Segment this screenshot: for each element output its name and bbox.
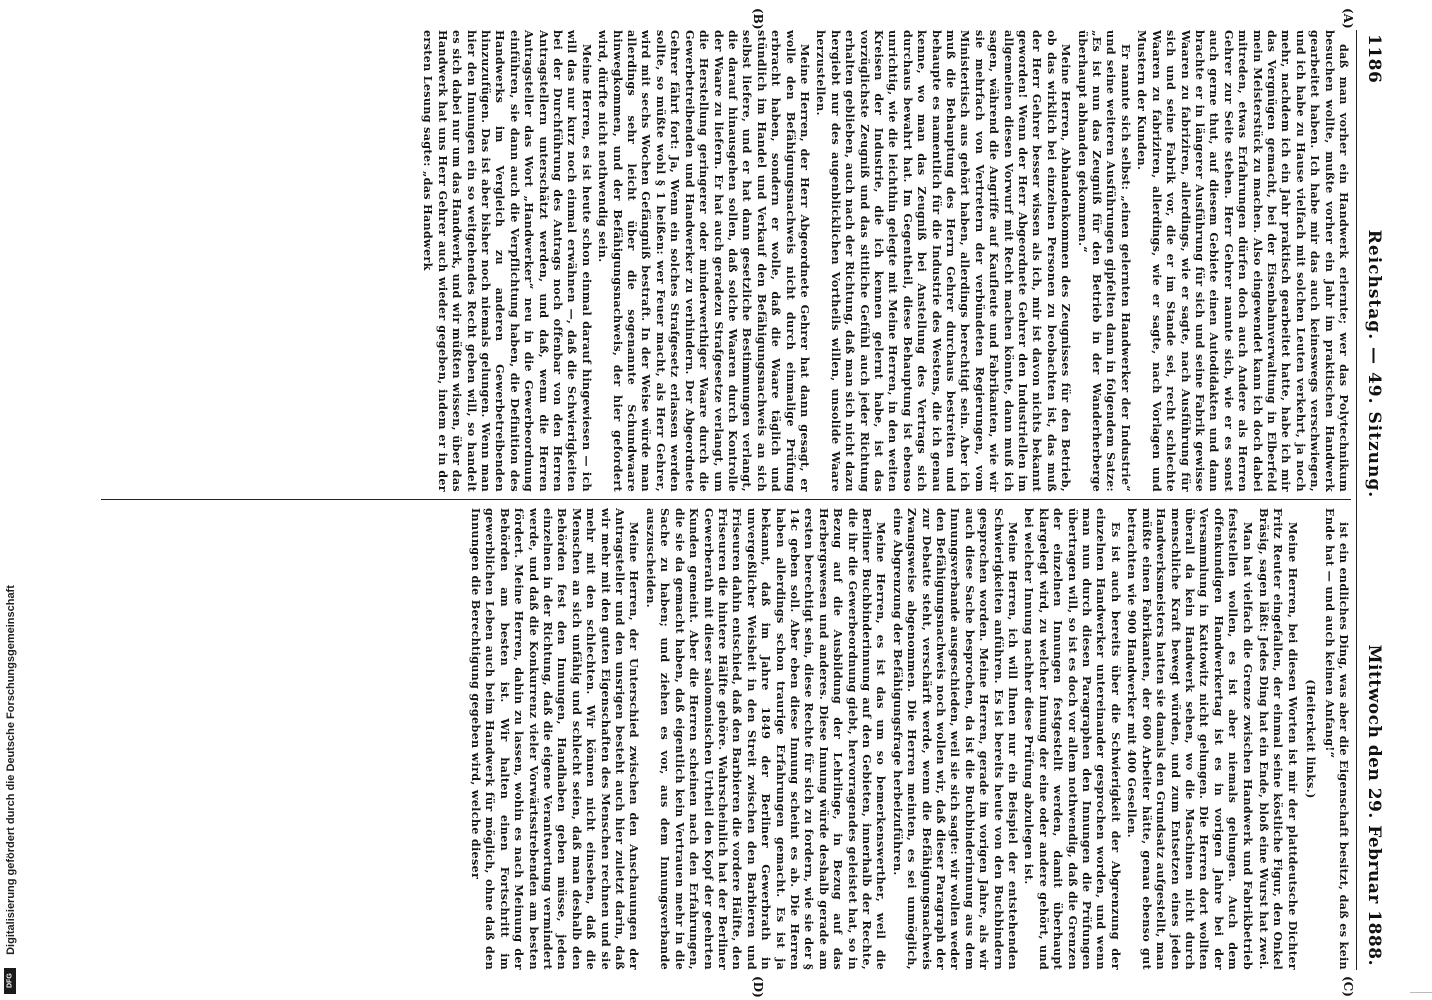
margin-mark-c: (C) bbox=[1341, 976, 1355, 997]
paragraph: Er nannte sich selbst: „einen gelernten Handwerker der Industrie“ und seine weiteren Ausführungen gipfelten dann in folgendem Satze: „Es ist nun das Zeugniß für den Betrieb in der Wanderherberge überhaupt abhanden gekommen.“ bbox=[1075, 30, 1133, 492]
page-content bbox=[95, 8, 1395, 998]
paragraph: Es ist auch bereits über die Schwierigkeit der Abgrenzung der einzelnen Handwerker untereinander gesprochen worden, und wenn man nun durch diesen Paragraphen den Innungen die Prüfungen übertragen will, so ist es doch vor allem nothwendig, daß die Grenzen der einzelnen Innungen festgestellt werden, damit überhaupt klargelegt wird, zu welcher Innung der eine oder andere gehört, und bei welcher Innung nachher diese Prüfung abzulegen ist. bbox=[1022, 508, 1123, 970]
right-column bbox=[101, 508, 1351, 970]
margin-mark-b: (B) bbox=[751, 8, 765, 30]
margin-mark-d: (D) bbox=[751, 976, 765, 998]
margin-mark-a: (A) bbox=[1341, 8, 1355, 29]
credit-text: Digitalisierung gefördert durch die Deutsche Forschungsgemeinschaft bbox=[5, 585, 17, 955]
dfg-logo: DFG bbox=[4, 968, 16, 994]
rotated-page bbox=[95, 8, 1395, 998]
left-column bbox=[101, 30, 1351, 492]
paragraph: Meine Herren, es ist heute schon einmal darauf hingewiesen — ich will das nur kurz noch einmal erwähnen —, daß die Schwierigkeiten bei der Durchführung des Antrags noch offenbar von den Herren Antragstellern unterschätzt werden, und daß, wenn die Herren Antragsteller das Wort „Handwerker“ neu in die Gewerbeordnung einführen, sie dann auch die Verpflichtung haben, die Definition des Handwerks im Vergleich zu anderen Gewerbetreibenden hinzuzufügen. Das ist aber bisher noch niemals gelungen. Wenn man hier den Innungen ein so weitgehendes Recht geben will, so handelt es sich dabei nur um das Handwerk, und wir müßten wissen, über das Handwerk hat uns Herr Gehrer auch wieder gegeben, indem er in der ersten Lesung sagte: „das Handwerk bbox=[421, 30, 594, 492]
paragraph: daß man vorher ein Handwerk erlernte; wer das Polytechnikum besuchen wollte, mußte vorher ein Jahr im praktischen Handwerk gearbeitet haben. Ich habe mir das auch keineswegs verschwiegen, und ich habe zu Hause vielfach mit solchen Leuten verkehrt, ja noch mehr, nachdem ich ein Jahr praktisch gearbeitet hatte, habe ich mir das Vergnügen gemacht, bei der Eisenbahnverwaltung in Elberfeld mein Meisterstück zu machen. Also eingewendet kann ich doch dabei mitreden, etwas Erfahrungen dürfen doch auch Andere als Herren Gehrer zur Seite stehen. Herr Gehrer nannte sich, wie er es sonst auch gerne thut, auf diesem Gebiete einen Autodidakten und dann brachte er in längerer Ausführung für sich und seine Fabrik gewisse Waaren zu fabriziren, allerdings, wie er sagte, nach Ausführung für sich und seine Fabrik vor, die er im Stande sei, recht schlechte Waaren zu fabriziren, allerdings, wie er sagte, nach Vorlagen und Mustern der Kunden. bbox=[1135, 30, 1351, 492]
paragraph: Meine Herren, der Herr Abgeordnete Gehrer hat dann gesagt, er wolle den Befähigungsnachweis nicht durch einmalige Prüfung erbracht haben, sondern er wolle, daß die Waare täglich und stündlich im Handel und Verkauf den Befähigungsnachweis an sich selbst liefere, und er hat dann gesetzliche Bestimmungen verlangt, die darauf hinausgehen sollen, daß solche Waaren durch Kontrolle der Waare zu liefern. Er hat auch geradezu Strafgesetze verlangt, um die Herstellung geringerer oder minderwerthiger Waare durch die Gewerbetreibenden und Handwerker zu verhindern. Der Abgeordnete Gehrer fährt fort: Ja, Wenn ein solches Strafgesetz erlassen werden sollte, so müßte wohl § 1 heißen: wer Feuer macht, als Herr Gehrer, wird mit sechs Wochen Gefängniß bestraft. In der Weise würde man allerdings sehr leicht über die sogenannte Schundwaare hinwegkommen, und der Befähigungsnachweis, der hier gefordert wird, dürfte nicht nothwendig sein. bbox=[596, 30, 812, 492]
text-columns bbox=[101, 30, 1351, 970]
paragraph: Meine Herren, bei diesen Worten ist mir der plattdeutsche Dichter Fritz Reuter eingefallen, der einmal seine köstliche Figur, den Onkel Bräsig, sagen läßt: Jedes Ding hat ein Ende, bloß eine Wurst hat zwei. bbox=[1256, 508, 1300, 970]
paragraph: Meine Herren, der Unterschied zwischen den Anschauungen der Antragsteller und den unsrigen besteht auch hier zuletzt darin, daß wir mehr mit den guten Eigenschaften des Menschen rechnen und sie mehr mit den schlechten. Wir können nicht einsehen, daß die Menschen an sich unfähig und schlecht seien, daß man deshalb den Behörden fest den Innungen, Handhaben geben müsse, jeden einzelnen in der Richtung, daß die eigene Verantwortung vermindert werde, und daß die Konkurrenz vieler Vorwärtsstrebenden am besten fördert. Meine Herren, dahin zu lassen, wohin es nach Meinung der Behörden am besten ist. Wir halten einen Fortschritt im gewerblichen Leben auch beim Handwerk für möglich, ohne daß den Innungen die Berechtigung gegeben wird, welche dieser bbox=[469, 508, 642, 970]
header-title: Reichstag. — 49. Sitzung. bbox=[1364, 229, 1384, 499]
paragraph: ist ein endliches Ding, was aber die Eigenschaft besitzt, daß es kein Ende hat — und auch keinen Anfang!“ bbox=[1322, 508, 1351, 970]
digitization-credit bbox=[2, 540, 20, 1000]
page-number: 1186 bbox=[1364, 34, 1384, 84]
paragraph: (Heiterkeit links.) bbox=[1304, 679, 1319, 799]
column-divider bbox=[101, 492, 1351, 508]
header-date: Mittwoch den 29. Februar 1888. bbox=[1364, 644, 1384, 966]
paragraph: Meine Herren, es ist das um so bemerkenswerther, weil die Berliner Buchbinderinnung auf den Gebieten, innerhalb der Rechte, die ihr die Gewerbeordnung giebt, hervorragendes geleistet hat, so in Bezug auf die Ausbildung der Lehrlinge, in Bezug auf das Herbergswesen und anderes. Diese Innung würde deshalb gerade am ersten berechtigt sein, diese Rechte für sich zu fordern, wie sie der § 14c geben soll. Aber eben diese Innung scheint es ab. Die Herren haben allerdings schon traurige Erfahrungen gemacht. Es ist ja bekannt, daß im Jahre 1849 der Berliner Gewerbrath in unvergeßlicher Weisheit in den Streit zwischen den Barbieren und Friseuren dahin entschied, daß den Barbieren die vordere Hälfte, den Friseuren die hintere Hälfte gehöre. Wahrscheinlich hat der Berliner Gewerberath mit dieser salomonischen Urtheil den Kopf der geehrten Kunden gemeint. Aber die Herren scheinen nach den Erfahrungen, die sie da gemacht haben, daß eigentlich kein Vertrauen mehr in die Sache zu haben; und ziehen es vor, aus dem Innungsverbande auszuscheiden. bbox=[643, 508, 889, 970]
paragraph: Man hat vielfach die Grenze zwischen Handwerk und Fabrikbetrieb feststellen wollen, es ist aber niemals gelungen. Auch dem offenkundigen Handwerkertag ist es in vorigen Jahre bei der Versammlung in Kattowitz nicht gelungen. Die Herren dort wollten überall da kein Handwerk sehen, wo die Maschinen nicht durch menschliche Kraft bewegt würden, und zum Entsetzen eines jeden Handwerksmeisters hatten sie damals den Grundsatz aufgestellt, man müßte einen Fabrikanten, der 600 Arbeiter hätte, genau ebenso gut betrachten wie 900 Handwerker mit 400 Gesellen. bbox=[1125, 508, 1255, 970]
scan-edge-mark bbox=[1410, 992, 1432, 993]
page-header bbox=[1356, 30, 1391, 970]
paragraph: Meine Herren, Abhandenkommen des Zeugnisses für den Betrieb, ob das wirklich bei einzelnen Personen zu beobachten ist, das muß der Herr Gehrer besser wissen als ich, mir ist davon nichts bekannt geworden! Wenn der Herr Abgeordnete Gehrer den Industriellen im allgemeinen diesen Vorwurf mit Recht machen könnte, dann muß ich sagen, während die Angriffe auf Kaufleute und Fabrikanten, wie wir sie mehrfach von Vertretern der verbündeten Regierungen, vom Ministertisch aus gehört haben, allerdings berechtigt sein. Aber ich muß die Behauptung des Herrn Gehrer durchaus bestreiten und behaupte es namentlich für die Industrie des Westens, die ich genau kenne, wo man das Zeugniß bei Anstellung des Vertrags sich durchaus bewahrt hat. Im Gegentheil, diese Behauptung ist ebenso unrichtig, wie die leichthin gelegte mit Meine Herren, in den weiten Kreisen der Industrie, die ich kennen gelernt habe, ist das vorzüglichste Zeugniß und das sittliche Gefühl auch jeder Richtung erhalten geblieben, auch nach der Richtung, daß man sich nicht dazu hergiebt nur des augenblicklichen Vortheils willen, unsolide Waare herzustellen. bbox=[814, 30, 1074, 492]
paragraph: Meine Herren, ich will Ihnen nur ein Beispiel der entstehenden Schwierigkeiten anführen. Es ist bereits heute von den Buchbindern gesprochen worden. Meine Herren, gerade im vorigen Jahre, als wir auch diese Sache besprochen, da ist die Buchbinderinnung aus dem Innungsverbande ausgeschieden, weil sie sich sagte: wir wollen weder den Befähigungsnachweis noch wollen wir, daß dieser Paragraph der zur Debatte steht, verschärft werde, wenn die Befähigungsnachweis Zwangsweise abgenommen. Die Herren meinten, es sei unmöglich, eine Abgrenzung der Befähigungsfrage herbeizuführen. bbox=[890, 508, 1021, 970]
